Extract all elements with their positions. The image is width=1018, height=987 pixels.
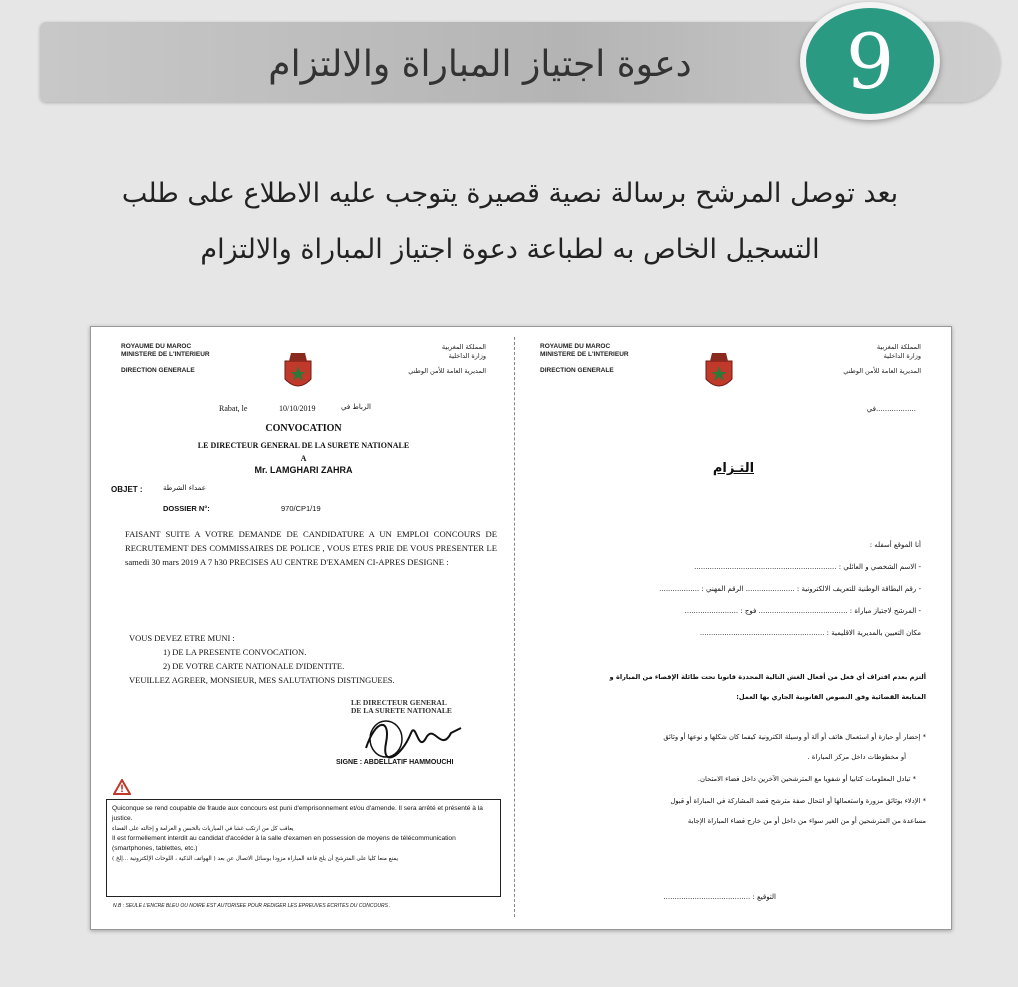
header-ar-line: وزارة الداخلية <box>883 352 921 360</box>
warning-ar-1: يعاقب كل من ارتكب غشا في المباريات بالحبس و الغرامة و إحالته على القضاء <box>112 826 294 832</box>
field-line: مكان التعيين بالمديرية الاقليمية : ........................................................ <box>699 629 921 637</box>
warning-icon <box>113 779 131 795</box>
engagement-header-ar <box>821 343 921 376</box>
convocation-page <box>91 327 516 929</box>
muni-line: VOUS DEVEZ ETRE MUNI : <box>129 633 235 643</box>
rule-line: مساعدة من المترشحين أو من الغير سواء من داخل أو من خارج فضاء المباراة الإجابة <box>687 817 926 825</box>
header-ar-line: المملكة المغربية <box>876 343 921 351</box>
header-ar-line: المديرية العامة للأمن الوطني <box>408 367 486 375</box>
header-fr-line: MINISTERE DE L'INTERIEUR <box>540 351 629 358</box>
commitment-line-1: ألتزم بعدم اقتراف أي فعل من أفعال الغش التالية المحددة قانونا تحت طائلة الإقصاء من المباراة و <box>609 673 926 681</box>
engagement-header-fr <box>540 343 629 375</box>
convocation-body: FAISANT SUITE A VOTRE DEMANDE DE CANDIDATURE A UN EMPLOI CONCOURS DE RECRUTEMENT DES COMMISSAIRES DE POLICE , VOUS ETES PRIE DE VOUS PRESENTER LE samedi 30 mars 2019 A 7 h30 PRECISES AU CENTRE D'EXAMEN CI-APRES DESIGNE : <box>125 529 497 567</box>
salutations-line: VEUILLEZ AGREER, MONSIEUR, MES SALUTATIONS DISTINGUEES. <box>129 675 395 685</box>
rabat-label: Rabat, le <box>219 404 248 413</box>
ink-note: N.B : SEULE L'ENCRE BLEU OU NOIRE EST AUTORISEE POUR REDIGER LES EPREUVES ECRITES DU CONCOURS . <box>113 903 391 909</box>
convocation-title: CONVOCATION <box>265 423 342 434</box>
banner-title: دعوة اجتياز المباراة والالتزام <box>268 44 692 85</box>
warning-fr-2: Il est formellement interdit au candidat d'accéder à la salle d'examen en possession de moyens de télécommunication (smartphones, tablettes, etc.) <box>112 835 456 852</box>
header-ar-line: وزارة الداخلية <box>448 352 486 360</box>
engagement-title: التـزام <box>712 461 755 476</box>
step-number-badge: 9 <box>800 2 940 120</box>
field-line: - المرشح لاجتياز مباراة : ........................................ فوج : ........................ <box>684 607 921 615</box>
fraud-warning-box <box>106 799 501 897</box>
place-line: ..................في <box>866 405 916 413</box>
dossier-label: DOSSIER N°: <box>163 504 210 513</box>
header-ar-line: المملكة المغربية <box>441 343 486 351</box>
rule-line: * الإدلاء بوثائق مزورة واستعمالها أو انتحال صفة مترشح قصد المشاركة في المباراة أو قبول <box>670 797 926 805</box>
signer-line: أنا الموقع أسفله : <box>869 541 921 549</box>
convocation-header-fr <box>121 343 210 375</box>
recipient-name: Mr. LAMGHARI ZAHRA <box>254 465 353 475</box>
header-fr-line: MINISTERE DE L'INTERIEUR <box>121 351 210 358</box>
rule-line: * إحضار أو حيازة أو استعمال هاتف أو آلة أو وسيلة الكترونية كيفما كان شكلها و نوعها أو وثائق <box>663 733 926 741</box>
header-ar-line: المديرية العامة للأمن الوطني <box>843 367 921 375</box>
handwritten-signature-icon <box>356 713 476 763</box>
commitment-line-2: المتابعة القضائية وفق النصوص القانونية الجاري بها العمل: <box>736 693 926 701</box>
engagement-page <box>516 327 951 929</box>
muni-item-2: 2) DE VOTRE CARTE NATIONALE D'IDENTITE. <box>163 661 345 671</box>
document-scan <box>90 326 952 930</box>
intro-line-1: بعد توصل المرشح برسالة نصية قصيرة يتوجب عليه الاطلاع على طلب <box>121 178 899 209</box>
muni-item-1: 1) DE LA PRESENTE CONVOCATION. <box>163 647 307 657</box>
page-divider <box>514 337 515 917</box>
police-emblem-icon <box>702 347 736 395</box>
police-emblem-icon <box>281 347 315 395</box>
rabat-ar: الرباط في <box>341 403 371 411</box>
stamp-line: LE DIRECTEUR GENERAL <box>351 698 447 707</box>
warning-fr-1: Quiconque se rend coupable de fraude aux concours est puni d'emprisonnement et/ou d'amende. Il sera arrêté et présenté à la justice. <box>112 805 483 822</box>
header-fr-line: ROYAUME DU MAROC <box>540 343 611 350</box>
objet-label: OBJET : <box>111 485 143 494</box>
objet-value: عمداء الشرطة <box>163 484 206 492</box>
convocation-date: 10/10/2019 <box>279 404 316 413</box>
signature-block <box>336 697 496 777</box>
field-line: - الاسم الشخصي و العائلي : ................................................................ <box>694 563 921 571</box>
header-fr-line: ROYAUME DU MAROC <box>121 343 192 350</box>
header-fr-line: DIRECTION GENERALE <box>540 367 614 374</box>
rule-line: * تبادل المعلومات كتابيا أو شفويا مع المترشحين الآخرين داخل فضاء الامتحان. <box>697 775 916 783</box>
convocation-header-ar <box>391 343 486 376</box>
intro-line-2: التسجيل الخاص به لطباعة دعوة اجتياز المباراة والالتزام <box>200 234 820 265</box>
header-fr-line: DIRECTION GENERALE <box>121 367 195 374</box>
director-line: LE DIRECTEUR GENERAL DE LA SURETE NATIONALE <box>197 441 410 450</box>
signature-line: التوقيع : ....................................... <box>663 893 776 901</box>
rule-line: أو مخطوطات داخل مركز المباراة . <box>807 753 906 761</box>
warning-ar-2: يمنع منعا كليا على المترشح أن يلج قاعة المباراة مزودا بوسائل الاتصال عن بعد ( الهواتف الذكية ، اللوحات الإلكترونية ...إلخ ) <box>112 856 399 862</box>
dossier-number: 970/CP1/19 <box>281 504 321 513</box>
signed-by: SIGNE : ABDELLATIF HAMMOUCHI <box>336 759 454 766</box>
to-label: A <box>300 454 307 463</box>
stamp-line: DE LA SURETE NATIONALE <box>351 706 452 715</box>
field-line: - رقم البطاقة الوطنية للتعريف الالكترونية : ...................... الرقم المهني : .................. <box>659 585 921 593</box>
